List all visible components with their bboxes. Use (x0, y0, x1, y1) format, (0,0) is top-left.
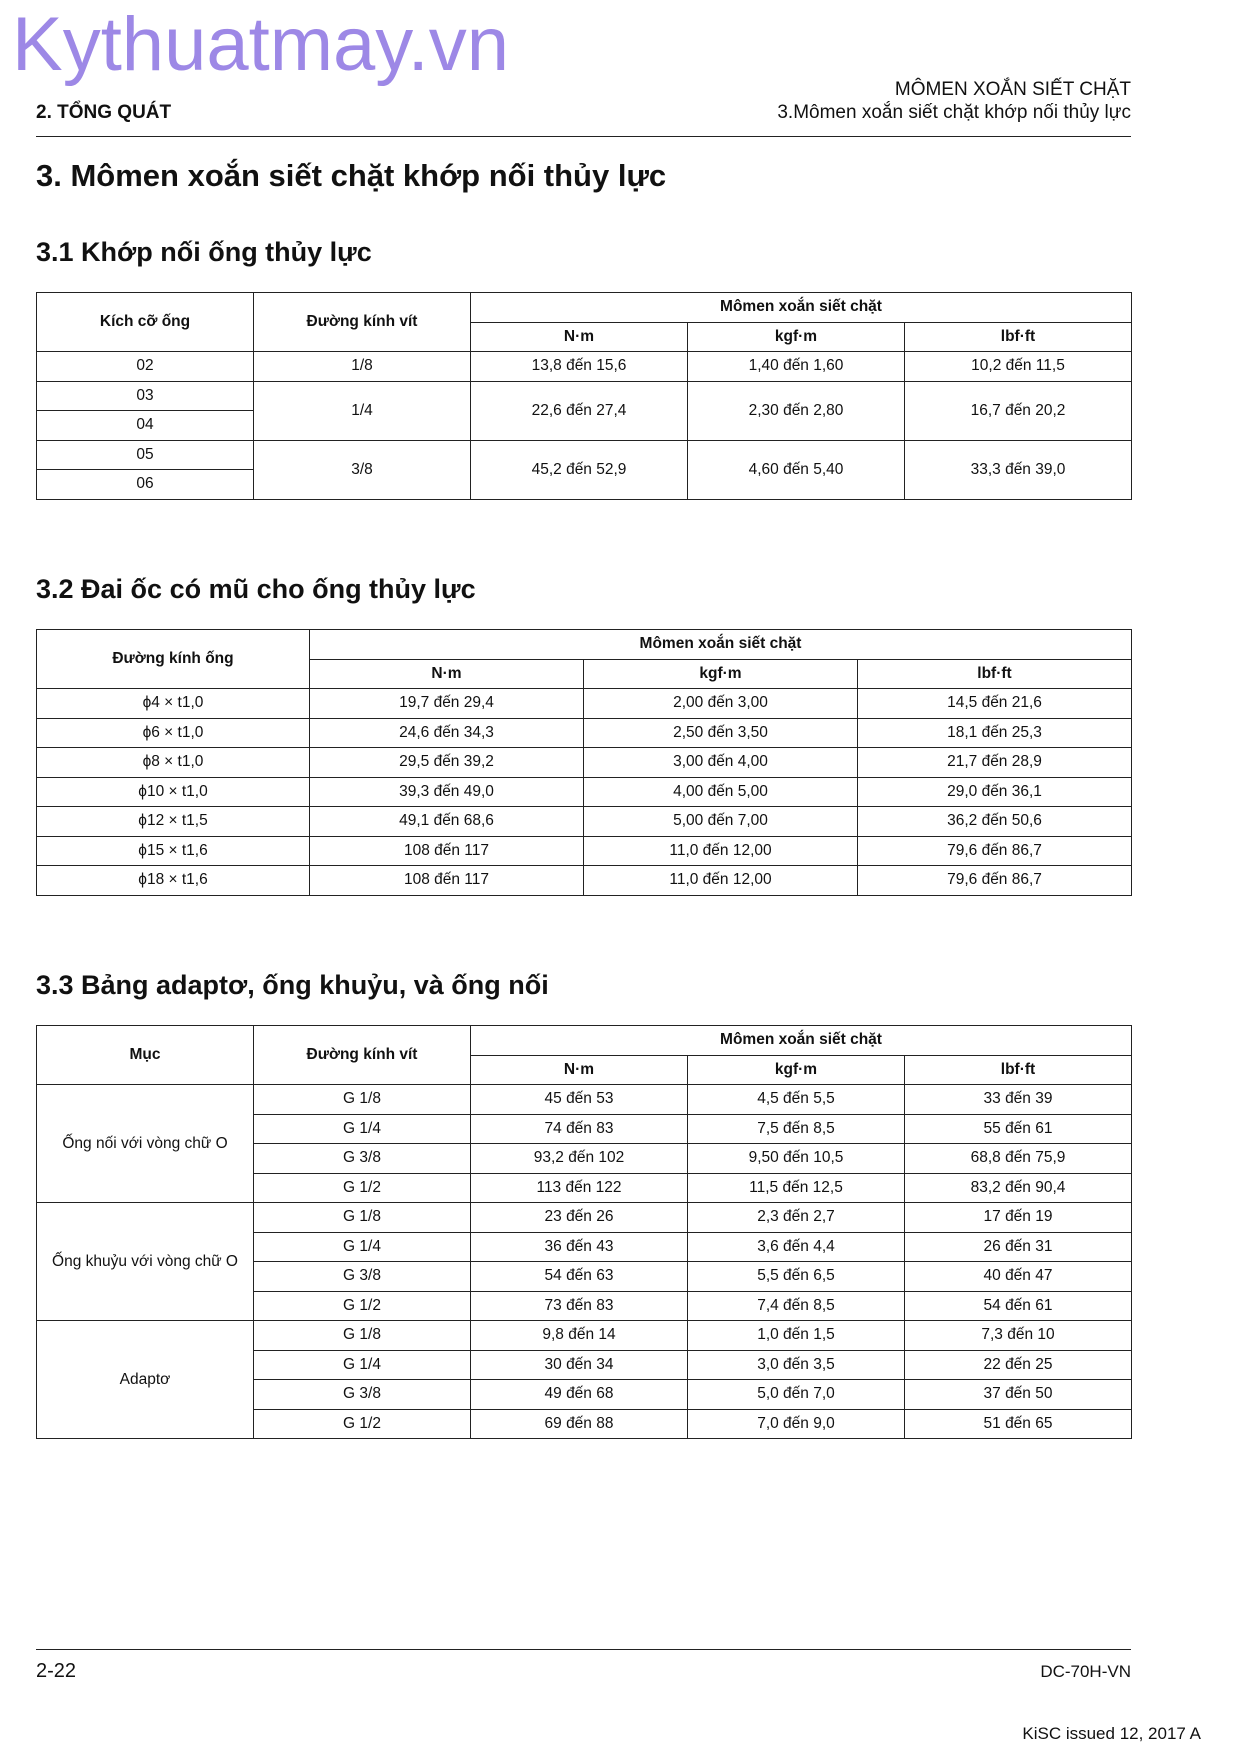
torque-nm: 49,1 đến 68,6 (310, 807, 584, 837)
torque-lbfft: 36,2 đến 50,6 (858, 807, 1132, 837)
hose-fitting-table (36, 292, 1132, 500)
torque-nm: 36 đến 43 (471, 1232, 688, 1262)
item-name: Adaptơ (37, 1321, 254, 1439)
torque-lbfft: 83,2 đến 90,4 (905, 1173, 1132, 1203)
page-title: 3. Mômen xoắn siết chặt khớp nối thủy lực (36, 158, 667, 193)
torque-kgfm: 4,5 đến 5,5 (688, 1085, 905, 1115)
torque-kgfm: 3,6 đến 4,4 (688, 1232, 905, 1262)
col-header-torque: Mômen xoắn siết chặt (471, 1026, 1132, 1056)
col-header-diameter: Đường kính ống (37, 630, 310, 689)
unit-kgfm: kgf·m (688, 322, 905, 352)
torque-lbfft: 54 đến 61 (905, 1291, 1132, 1321)
torque-kgfm: 7,5 đến 8,5 (688, 1114, 905, 1144)
torque-kgfm: 7,0 đến 9,0 (688, 1409, 905, 1439)
thread-size: G 3/8 (254, 1380, 471, 1410)
torque-lbfft: 40 đến 47 (905, 1262, 1132, 1292)
thread-size: G 1/2 (254, 1409, 471, 1439)
torque-nm: 23 đến 26 (471, 1203, 688, 1233)
pipe-size: 05 (37, 440, 254, 470)
torque-kgfm: 2,50 đến 3,50 (584, 718, 858, 748)
torque-lbfft: 79,6 đến 86,7 (858, 866, 1132, 896)
torque-lbfft: 10,2 đến 11,5 (905, 352, 1132, 382)
chapter-header: 2. TỔNG QUÁT (36, 102, 172, 123)
pipe-diameter: ϕ4 × t1,0 (37, 689, 310, 719)
pipe-diameter: ϕ10 × t1,0 (37, 777, 310, 807)
torque-lbfft: 37 đến 50 (905, 1380, 1132, 1410)
torque-kgfm: 2,3 đến 2,7 (688, 1203, 905, 1233)
header-divider (36, 136, 1131, 137)
table-row (37, 748, 1132, 778)
torque-nm: 30 đến 34 (471, 1350, 688, 1380)
torque-kgfm: 7,4 đến 8,5 (688, 1291, 905, 1321)
unit-lbfft: lbf·ft (905, 1055, 1132, 1085)
torque-kgfm: 3,00 đến 4,00 (584, 748, 858, 778)
running-header-line1: MÔMEN XOẮN SIẾT CHẶT (894, 79, 1131, 100)
torque-lbfft: 22 đến 25 (905, 1350, 1132, 1380)
table-row (37, 866, 1132, 896)
table-row (37, 807, 1132, 837)
running-header (777, 78, 1131, 124)
table-row (37, 1203, 1132, 1233)
torque-nm: 19,7 đến 29,4 (310, 689, 584, 719)
pipe-size: 04 (37, 411, 254, 441)
thread-size: G 1/8 (254, 1203, 471, 1233)
torque-nm: 113 đến 122 (471, 1173, 688, 1203)
pipe-diameter: ϕ6 × t1,0 (37, 718, 310, 748)
table-row (37, 440, 1132, 470)
pipe-size: 06 (37, 470, 254, 500)
pipe-diameter: ϕ8 × t1,0 (37, 748, 310, 778)
torque-nm: 39,3 đến 49,0 (310, 777, 584, 807)
unit-lbfft: lbf·ft (905, 322, 1132, 352)
item-name: Ống nối với vòng chữ O (37, 1085, 254, 1203)
thread-size: G 1/4 (254, 1114, 471, 1144)
torque-lbfft: 17 đến 19 (905, 1203, 1132, 1233)
section-2-title: 3.2 Đai ốc có mũ cho ống thủy lực (36, 574, 476, 604)
footer-divider (36, 1649, 1131, 1650)
thread-size: G 3/8 (254, 1262, 471, 1292)
torque-lbfft: 33 đến 39 (905, 1085, 1132, 1115)
thread-size: 1/8 (254, 352, 471, 382)
table-row (37, 718, 1132, 748)
torque-lbfft: 21,7 đến 28,9 (858, 748, 1132, 778)
table-row (37, 1085, 1132, 1115)
unit-lbfft: lbf·ft (858, 659, 1132, 689)
torque-kgfm: 3,0 đến 3,5 (688, 1350, 905, 1380)
torque-nm: 108 đến 117 (310, 836, 584, 866)
thread-size: G 1/4 (254, 1350, 471, 1380)
thread-size: G 3/8 (254, 1144, 471, 1174)
torque-nm: 54 đến 63 (471, 1262, 688, 1292)
torque-nm: 45,2 đến 52,9 (471, 440, 688, 499)
col-header-size: Kích cỡ ống (37, 293, 254, 352)
page-number: 2-22 (36, 1660, 77, 1682)
torque-kgfm: 5,0 đến 7,0 (688, 1380, 905, 1410)
torque-nm: 9,8 đến 14 (471, 1321, 688, 1351)
torque-nm: 24,6 đến 34,3 (310, 718, 584, 748)
table-row (37, 1321, 1132, 1351)
section-3-title: 3.3 Bảng adaptơ, ống khuỷu, và ống nối (36, 970, 549, 1000)
item-name: Ống khuỷu với vòng chữ O (37, 1203, 254, 1321)
adapter-elbow-table (36, 1025, 1132, 1439)
torque-nm: 69 đến 88 (471, 1409, 688, 1439)
torque-lbfft: 7,3 đến 10 (905, 1321, 1132, 1351)
thread-size: G 1/8 (254, 1085, 471, 1115)
flare-nut-table (36, 629, 1132, 896)
torque-kgfm: 11,0 đến 12,00 (584, 866, 858, 896)
torque-nm: 108 đến 117 (310, 866, 584, 896)
pipe-diameter: ϕ18 × t1,6 (37, 866, 310, 896)
pipe-size: 02 (37, 352, 254, 382)
table-row (37, 689, 1132, 719)
torque-nm: 45 đến 53 (471, 1085, 688, 1115)
unit-kgfm: kgf·m (688, 1055, 905, 1085)
col-header-thread: Đường kính vít (254, 293, 471, 352)
torque-kgfm: 5,5 đến 6,5 (688, 1262, 905, 1292)
torque-lbfft: 79,6 đến 86,7 (858, 836, 1132, 866)
col-header-torque: Mômen xoắn siết chặt (310, 630, 1132, 660)
thread-size: G 1/4 (254, 1232, 471, 1262)
torque-nm: 93,2 đến 102 (471, 1144, 688, 1174)
torque-nm: 29,5 đến 39,2 (310, 748, 584, 778)
pipe-diameter: ϕ12 × t1,5 (37, 807, 310, 837)
unit-nm: N·m (471, 322, 688, 352)
unit-nm: N·m (471, 1055, 688, 1085)
thread-size: G 1/2 (254, 1291, 471, 1321)
col-header-thread: Đường kính vít (254, 1026, 471, 1085)
torque-kgfm: 11,5 đến 12,5 (688, 1173, 905, 1203)
table-row (37, 352, 1132, 382)
thread-size: G 1/8 (254, 1321, 471, 1351)
col-header-torque: Mômen xoắn siết chặt (471, 293, 1132, 323)
torque-lbfft: 51 đến 65 (905, 1409, 1132, 1439)
document-code: DC-70H-VN (1040, 1662, 1131, 1681)
unit-nm: N·m (310, 659, 584, 689)
torque-nm: 49 đến 68 (471, 1380, 688, 1410)
torque-kgfm: 2,00 đến 3,00 (584, 689, 858, 719)
thread-size: G 1/2 (254, 1173, 471, 1203)
issue-info: KiSC issued 12, 2017 A (1022, 1724, 1201, 1743)
thread-size: 3/8 (254, 440, 471, 499)
section-1-title: 3.1 Khớp nối ống thủy lực (36, 237, 372, 267)
torque-kgfm: 2,30 đến 2,80 (688, 381, 905, 440)
table-row (37, 836, 1132, 866)
pipe-size: 03 (37, 381, 254, 411)
running-header-line2: 3.Mômen xoắn siết chặt khớp nối thủy lực (777, 102, 1131, 123)
torque-kgfm: 5,00 đến 7,00 (584, 807, 858, 837)
watermark: Kythuatmay.vn (12, 2, 510, 87)
torque-kgfm: 1,40 đến 1,60 (688, 352, 905, 382)
thread-size: 1/4 (254, 381, 471, 440)
pipe-diameter: ϕ15 × t1,6 (37, 836, 310, 866)
torque-lbfft: 16,7 đến 20,2 (905, 381, 1132, 440)
torque-kgfm: 9,50 đến 10,5 (688, 1144, 905, 1174)
table-row (37, 777, 1132, 807)
torque-lbfft: 26 đến 31 (905, 1232, 1132, 1262)
unit-kgfm: kgf·m (584, 659, 858, 689)
torque-lbfft: 18,1 đến 25,3 (858, 718, 1132, 748)
torque-lbfft: 68,8 đến 75,9 (905, 1144, 1132, 1174)
torque-nm: 22,6 đến 27,4 (471, 381, 688, 440)
torque-lbfft: 29,0 đến 36,1 (858, 777, 1132, 807)
torque-lbfft: 14,5 đến 21,6 (858, 689, 1132, 719)
torque-nm: 13,8 đến 15,6 (471, 352, 688, 382)
torque-lbfft: 55 đến 61 (905, 1114, 1132, 1144)
torque-kgfm: 11,0 đến 12,00 (584, 836, 858, 866)
torque-kgfm: 4,60 đến 5,40 (688, 440, 905, 499)
torque-nm: 74 đến 83 (471, 1114, 688, 1144)
torque-lbfft: 33,3 đến 39,0 (905, 440, 1132, 499)
torque-nm: 73 đến 83 (471, 1291, 688, 1321)
col-header-item: Mục (37, 1026, 254, 1085)
torque-kgfm: 4,00 đến 5,00 (584, 777, 858, 807)
table-row (37, 381, 1132, 411)
torque-kgfm: 1,0 đến 1,5 (688, 1321, 905, 1351)
